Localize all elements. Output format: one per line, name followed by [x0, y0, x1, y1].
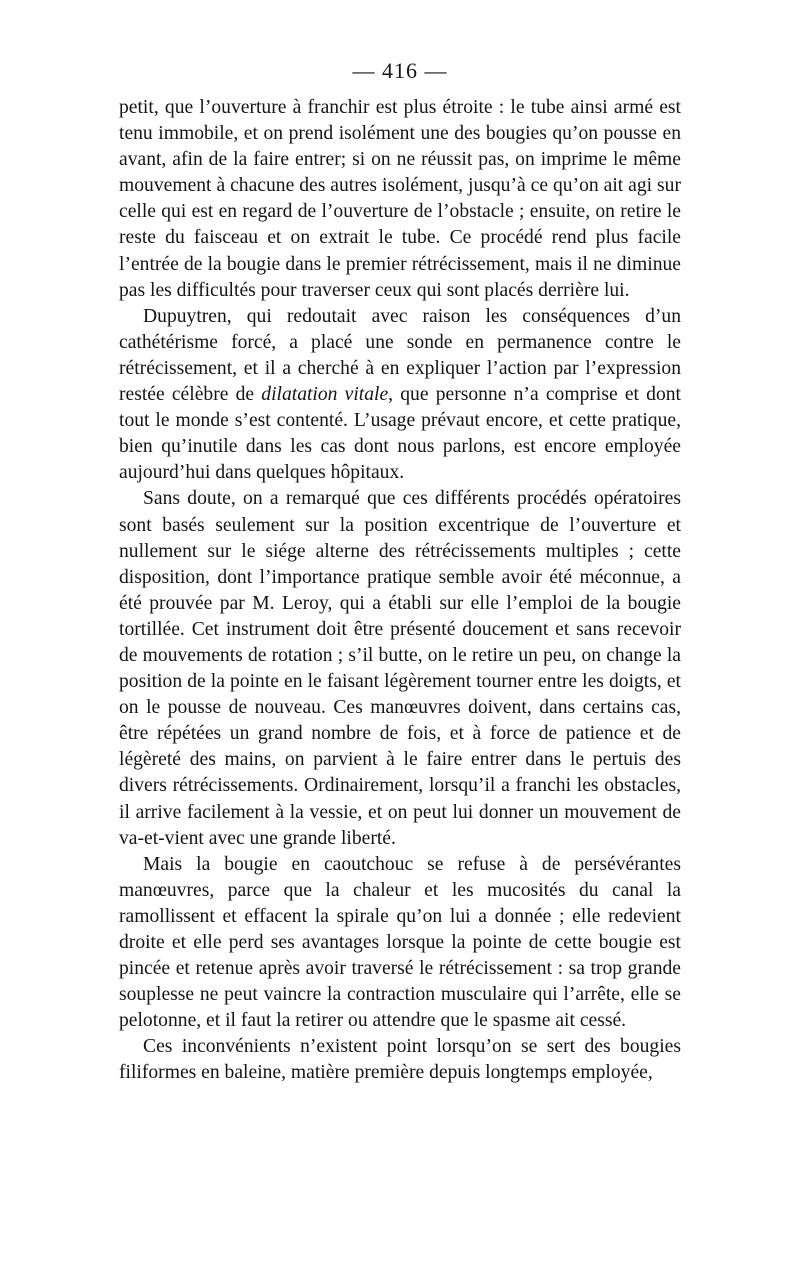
paragraph [119, 852, 681, 1035]
paragraph-text: Ces inconvénients n’existent point lorsqu’on se sert des bougies filiformes en baleine, matière première depuis longtemps employée, [119, 1036, 681, 1084]
page-number: — 416 — [352, 58, 448, 83]
paragraph-text: Mais la bougie en caoutchouc se refuse à de persévérantes manœuvres, parce que la chaleur et les mucosités du canal la ramollissent et effacent la spirale qu’on lui a donnée ; elle redevient droite et elle perd ses avantages lorsque la pointe de cette bougie est pincée et retenue après avoir traversé le rétrécissement : sa trop grande souplesse ne peut vaincre la contraction musculaire qui l’arrête, elle se pelotonne, et il faut la retirer ou attendre que le spasme ait cessé. [119, 853, 681, 1032]
paragraph-text: que personne n’a comprise et dont tout le monde s’est contenté. L’usage prévaut encore, et cette pratique, bien qu’inutile dans les cas dont nous parlons, est encore employée aujourd’hui dans quelques hôpitaux. [119, 384, 681, 484]
paragraph-text: Dupuytren, qui redoutait avec raison les conséquences d’un cathétérisme forcé, a placé une sonde en permanence contre le rétrécissement, et il a cherché à en expliquer l’action par l’expression restée célèbre de [119, 305, 681, 406]
paragraph [119, 95, 681, 304]
paragraph-text: petit, que l’ouverture à franchir est plus étroite : le tube ainsi armé est tenu immobile, et on prend isolément une des bougies qu’on pousse en avant, afin de la faire entrer; si on ne réussit pas, on imprime le même mouvement à chacune des autres isolément, jusqu’à ce qu’on ait agi sur celle qui est en regard de l’ouverture de l’obstacle ; ensuite, on retire le reste du faisceau et on extrait le tube. Ce procédé rend plus facile l’entrée de la bougie dans le premier rétrécissement, mais il ne diminue pas les difficultés pour traverser ceux qui sont placés derrière lui. [119, 97, 681, 301]
paragraph [119, 1034, 681, 1086]
body-text [119, 95, 681, 1087]
paragraph [119, 486, 681, 851]
paragraph [119, 304, 681, 487]
paragraph-text: Sans doute, on a remarqué que ces différents procédés opératoires sont basés seulement sur la position excentrique de l’ouverture et nullement sur le siége alterne des rétrécissements multiples ; cette disposition, dont l’importance pratique semble avoir été méconnue, a été prouvée par M. Leroy, qui a établi sur elle l’emploi de la bougie tortillée. Cet instrument doit être présenté doucement et sans recevoir de mouvements de rotation ; s’il butte, on le retire un peu, on change la position de la pointe en le faisant légèrement tourner entre les doigts, et on le pousse de nouveau. Ces manœuvres doivent, dans certains cas, être répétées un grand nombre de fois, et à force de patience et de légèreté des mains, on parvient à le faire entrer dans le pertuis des divers rétrécissements. Ordinairement, lorsqu’il a franchi les obstacles, il arrive facilement à la vessie, et on peut lui donner un mouvement de va-et-vient avec une grande liberté. [119, 488, 681, 849]
italic-phrase: dilatation vitale, [261, 384, 394, 406]
